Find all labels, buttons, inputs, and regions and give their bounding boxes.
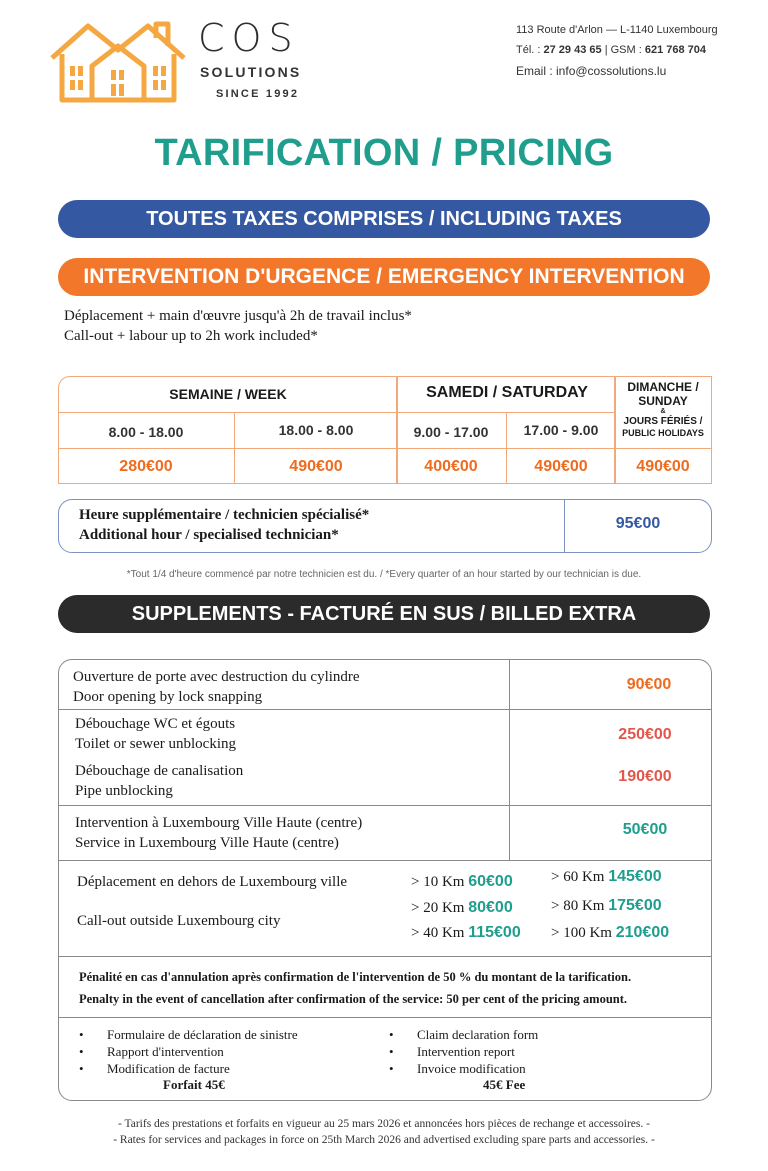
slot-time: 18.00 - 8.00 — [278, 422, 354, 438]
slot-time: 8.00 - 18.00 — [108, 424, 184, 440]
phone-line — [516, 44, 706, 56]
additional-hour-price: 95€00 — [615, 515, 661, 532]
km-rate: > 40 Km 115€00 — [411, 924, 521, 941]
door-en: Door opening by lock snapping — [73, 689, 263, 705]
penalty-fr: Pénalité en cas d'annulation après confirmation de l'intervention de 50 % du montant de la tarification. — [79, 970, 632, 984]
km-rate: > 10 Km 60€00 — [411, 873, 513, 890]
km-rate: > 80 Km 175€00 — [551, 897, 662, 914]
supplements-box — [58, 659, 712, 1101]
list-item: • Rapport d'intervention — [79, 1043, 298, 1060]
footer-fr: - Tarifs des prestations et forfaits en vigueur au 25 mars 2026 et annoncées hors pièces de rechange et accessoires. - — [118, 1118, 650, 1130]
pipe-price: 190€00 — [618, 768, 672, 785]
brand-subtitle: SOLUTIONS — [200, 64, 302, 80]
door-fr: Ouverture de porte avec destruction du cylindre — [73, 669, 360, 685]
wc-price: 250€00 — [618, 726, 672, 743]
brand-since: SINCE 1992 — [216, 88, 300, 100]
pipe-en: Pipe unblocking — [75, 783, 173, 799]
banner-supplements: SUPPLEMENTS - FACTURÉ EN SUS / BILLED EXTRA — [58, 595, 710, 633]
additional-hour-en: Additional hour / specialised technician* — [79, 527, 339, 543]
slot-time: 9.00 - 17.00 — [413, 424, 489, 440]
gsm-number[interactable]: 621 768 704 — [644, 44, 707, 56]
list-item: • Formulaire de déclaration de sinistre — [79, 1026, 298, 1043]
forms-list-en — [389, 1026, 538, 1077]
forfait-fr: Forfait 45€ — [163, 1077, 225, 1092]
emergency-pricing-table — [58, 376, 712, 484]
additional-hour-fr: Heure supplémentaire / technicien spécialisé* — [79, 507, 370, 523]
km-rate: > 100 Km 210€00 — [551, 924, 670, 941]
door-price: 90€00 — [626, 676, 672, 693]
gsm-label: | GSM : — [601, 44, 645, 56]
km-rate: > 20 Km 80€00 — [411, 899, 513, 916]
saturday-header: SAMEDI / SATURDAY — [426, 384, 588, 401]
list-item: • Intervention report — [389, 1043, 538, 1060]
callout-en: Call-out outside Luxembourg city — [77, 913, 281, 929]
list-item: • Invoice modification — [389, 1060, 538, 1077]
penalty-en: Penalty in the event of cancellation after confirmation of the service: 50 per cent of the pricing amount. — [79, 992, 628, 1006]
house-logo-icon — [48, 18, 188, 104]
address: 113 Route d'Arlon — L-1140 Luxembourg — [516, 24, 718, 36]
week-header: SEMAINE / WEEK — [169, 386, 287, 402]
pipe-fr: Débouchage de canalisation — [75, 763, 244, 779]
intro-en: Call-out + labour up to 2h work included* — [64, 328, 318, 344]
phone-label: Tél. : — [516, 44, 544, 56]
email-line — [516, 64, 666, 78]
banner-taxes: TOUTES TAXES COMPRISES / INCLUDING TAXES — [58, 200, 710, 238]
ville-price: 50€00 — [622, 821, 668, 838]
email-link[interactable]: info@cossolutions.lu — [556, 64, 667, 78]
banner-emergency: INTERVENTION D'URGENCE / EMERGENCY INTERVENTION — [58, 258, 710, 296]
ville-fr: Intervention à Luxembourg Ville Haute (centre) — [75, 815, 363, 831]
additional-hour-box — [58, 499, 712, 553]
sunday-header: DIMANCHE / SUNDAY & JOURS FÉRIÉS / PUBLIC HOLIDAYS — [622, 380, 704, 438]
email-label: Email : — [516, 64, 557, 78]
slot-time: 17.00 - 9.00 — [523, 422, 599, 438]
list-item: • Modification de facture — [79, 1060, 298, 1077]
brand-name: COS — [198, 16, 300, 60]
quarter-hour-note: *Tout 1/4 d'heure commencé par notre technicien est du. / *Every quarter of an hour started by our technician is due. — [126, 569, 642, 580]
list-item: • Claim declaration form — [389, 1026, 538, 1043]
slot-price: 490€00 — [534, 458, 588, 475]
slot-price: 490€00 — [636, 458, 690, 475]
slot-price: 490€00 — [289, 458, 343, 475]
slot-price: 400€00 — [424, 458, 478, 475]
phone-number[interactable]: 27 29 43 65 — [543, 44, 602, 56]
wc-fr: Débouchage WC et égouts — [75, 716, 236, 732]
forms-list-fr — [79, 1026, 298, 1077]
footer-en: - Rates for services and packages in force on 25th March 2026 and advertised excluding spare parts and accessories. - — [113, 1134, 655, 1146]
page-title: TARIFICATION / PRICING — [154, 132, 614, 174]
ville-en: Service in Luxembourg Ville Haute (centre) — [75, 835, 339, 851]
km-rate: > 60 Km 145€00 — [551, 868, 662, 885]
intro-fr: Déplacement + main d'œuvre jusqu'à 2h de travail inclus* — [64, 308, 412, 324]
slot-price: 280€00 — [119, 458, 173, 475]
wc-en: Toilet or sewer unblocking — [75, 736, 236, 752]
forfait-en: 45€ Fee — [483, 1077, 526, 1092]
callout-fr: Déplacement en dehors de Luxembourg ville — [77, 874, 348, 890]
